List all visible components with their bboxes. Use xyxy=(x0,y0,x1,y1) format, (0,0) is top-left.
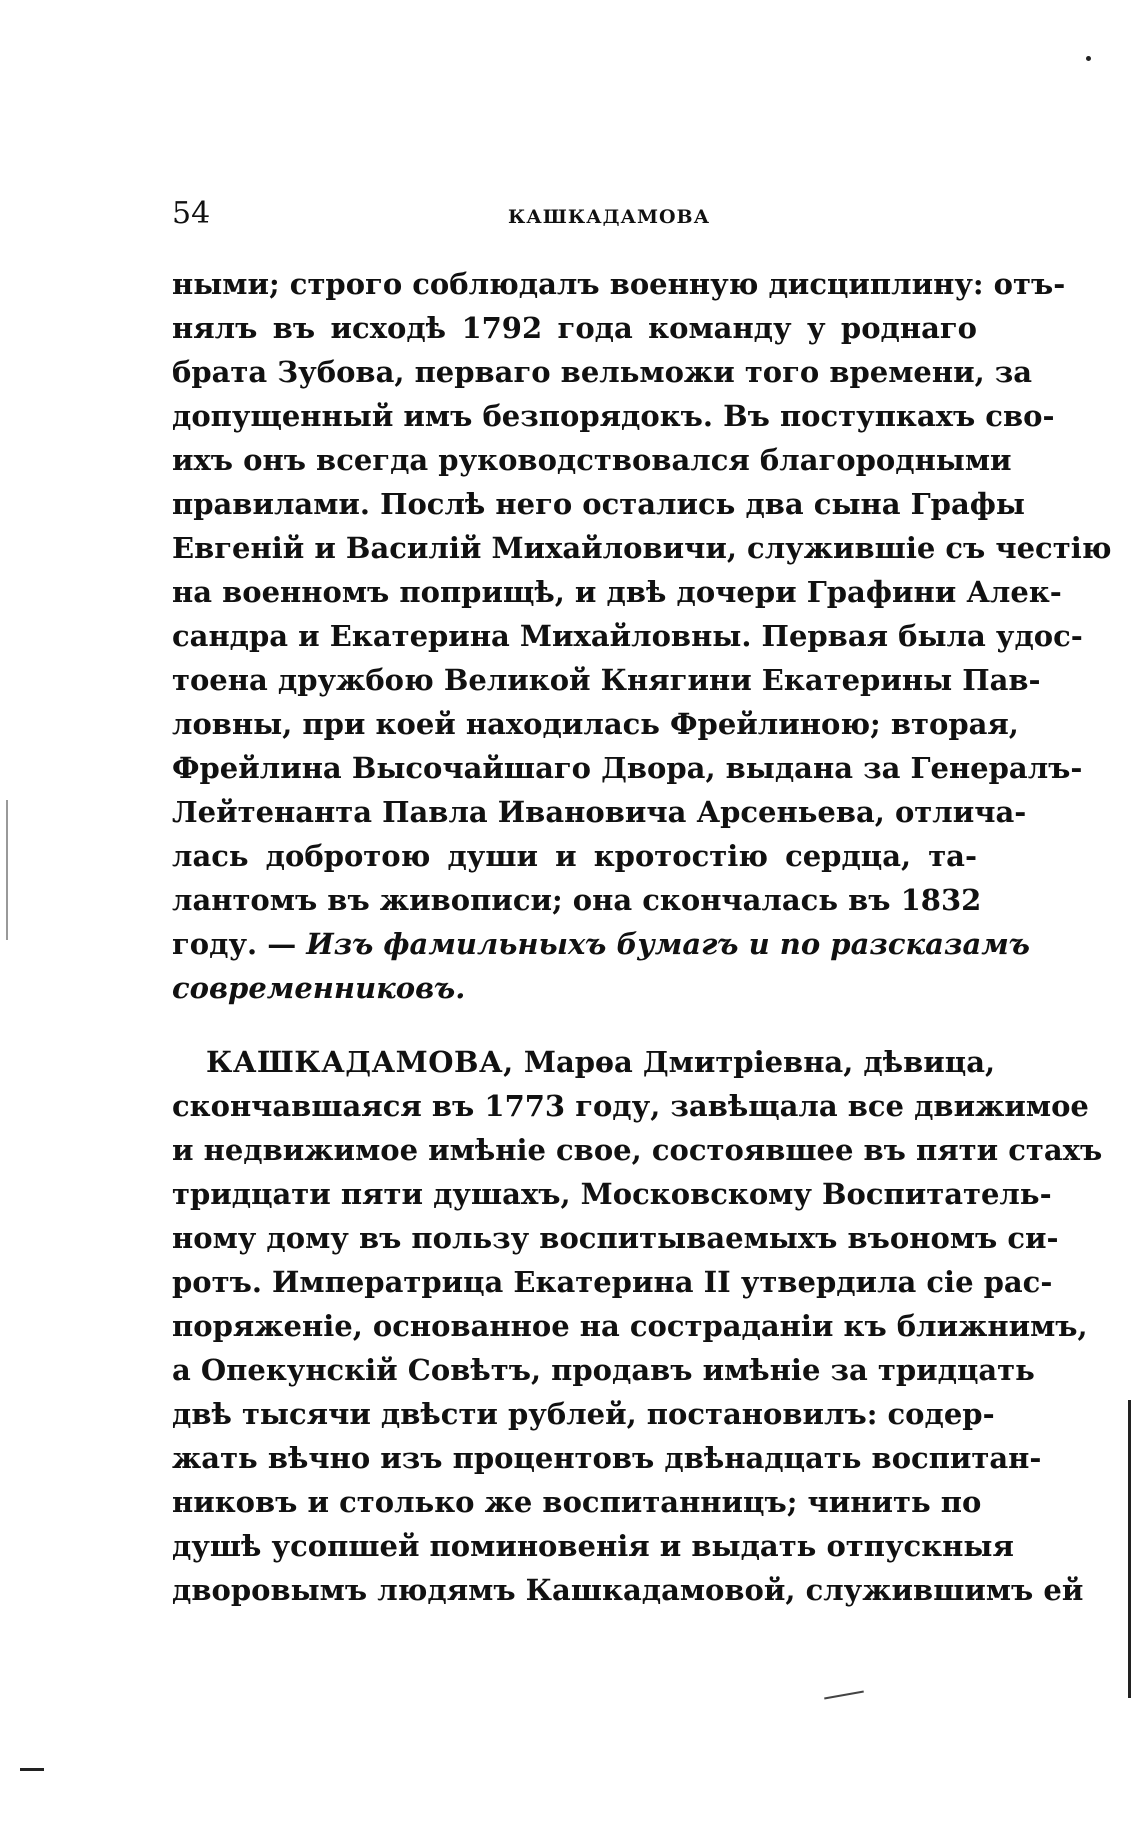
text-line: душѣ усопшей поминовенія и выдать отпускныя xyxy=(172,1529,1014,1563)
text-line: и недвижимое имѣніе свое, состоявшее въ пяти стахъ xyxy=(172,1133,1103,1167)
text-line: допущенный имъ безпорядокъ. Въ поступкахъ сво- xyxy=(172,399,1055,433)
text-line: ными; строго соблюдалъ военную дисциплину: отъ- xyxy=(172,267,1066,301)
text-line: жать вѣчно изъ процентовъ двѣнадцать воспитан- xyxy=(172,1441,1042,1475)
text-line: на военномъ поприщѣ, и двѣ дочери Графини Алек- xyxy=(172,575,1062,609)
entry-kashkadamova xyxy=(172,1040,1103,1612)
text-line: Лейтенанта Павла Ивановича Арсеньева, отлича- xyxy=(172,795,1027,829)
text-line: а Опекунскій Совѣтъ, продавъ имѣніе за тридцать xyxy=(172,1353,1035,1387)
margin-line xyxy=(1128,1400,1131,1698)
running-title: КАШКАДАМОВА xyxy=(508,206,711,228)
pencil-mark xyxy=(824,1691,864,1700)
text-line: лантомъ въ живописи; она скончалась въ 1832 xyxy=(172,883,982,917)
text-line: двѣ тысячи двѣсти рублей, постановилъ: содер- xyxy=(172,1397,995,1431)
scan-dash xyxy=(20,1768,44,1771)
source-line xyxy=(172,922,1030,966)
scan-speck xyxy=(1086,56,1091,61)
text-line: сандра и Екатерина Михайловны. Первая была удос- xyxy=(172,619,1083,653)
text-line: тоена дружбою Великой Княгини Екатерины Пав- xyxy=(172,663,1041,697)
text-line: никовъ и столько же воспитанницъ; чинить по xyxy=(172,1485,982,1519)
text-line: Евгеній и Василій Михайловичи, служившіе съ честію xyxy=(172,531,1112,565)
text-line: поряженіе, основанное на состраданіи къ ближнимъ, xyxy=(172,1309,1088,1343)
page-number: 54 xyxy=(172,196,211,231)
text-line: дворовымъ людямъ Кашкадамовой, служившимъ ей xyxy=(172,1573,1084,1607)
source-citation: Изъ фамильныхъ бумагъ и по разсказамъ xyxy=(306,927,1030,961)
source-citation-end: современниковъ. xyxy=(172,971,466,1005)
text-line: нялъ въ исходѣ 1792 года команду у роднаго xyxy=(172,311,977,345)
entry-continuation xyxy=(172,262,1112,1010)
text-line: ротъ. Императрица Екатерина II утвердила сіе рас- xyxy=(172,1265,1053,1299)
page-header xyxy=(172,196,982,244)
text-line: скончавшаяся въ 1773 году, завѣщала все движимое xyxy=(172,1089,1089,1123)
text-line: ному дому въ пользу воспитываемыхъ въономъ си- xyxy=(172,1221,1059,1255)
text-line: лась добротою души и кротостію сердца, та- xyxy=(172,839,977,873)
text-line: брата Зубова, перваго вельможи того времени, за xyxy=(172,355,1033,389)
entry-first-line-text: Марѳа Дмитріевна, дѣвица, xyxy=(513,1045,996,1079)
scan-edge-mark xyxy=(6,800,8,940)
text-line: тридцати пяти душахъ, Московскому Воспитатель- xyxy=(172,1177,1052,1211)
text-line: Фрейлина Высочайшаго Двора, выдана за Генералъ- xyxy=(172,751,1083,785)
text-line: правилами. Послѣ него остались два сына Графы xyxy=(172,487,1025,521)
entry-first-line xyxy=(172,1040,996,1084)
text-line: ловны, при коей находилась Фрейлиною; вторая, xyxy=(172,707,1019,741)
source-line-end xyxy=(172,966,977,1010)
entry-headword: КАШКАДАМОВА, xyxy=(206,1045,514,1079)
text-line: ихъ онъ всегда руководствовался благородными xyxy=(172,443,1012,477)
source-prefix: году. — xyxy=(172,927,307,961)
